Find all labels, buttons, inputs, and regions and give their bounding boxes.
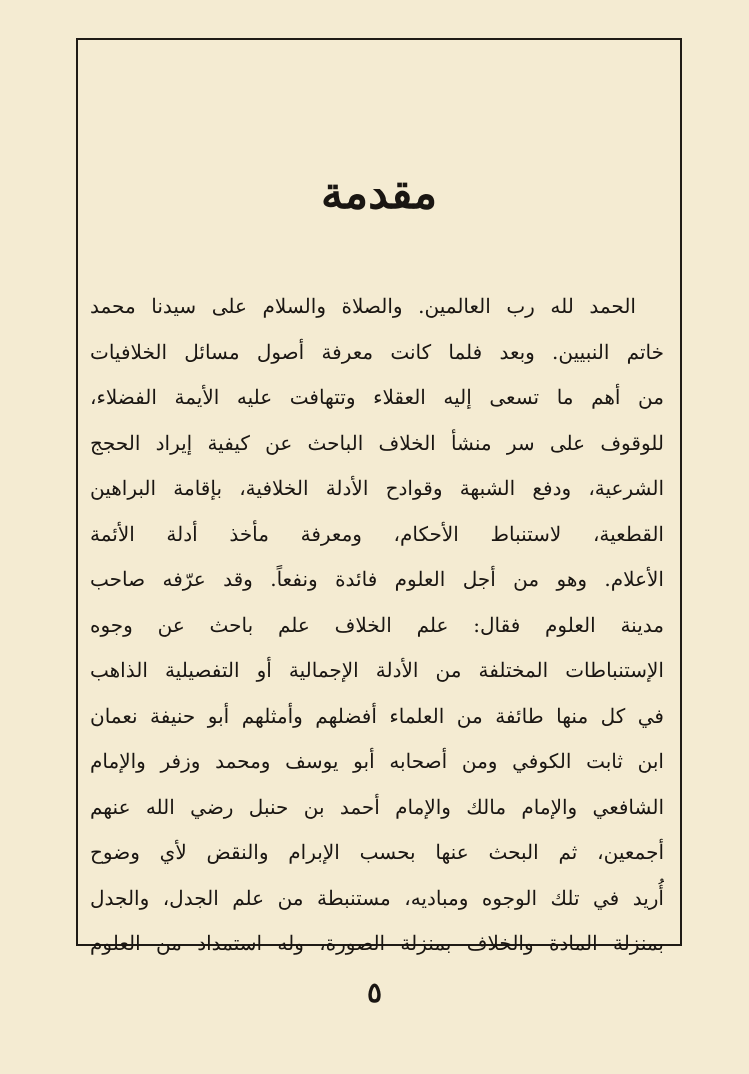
page-number: ٥ [366, 976, 383, 1009]
text-line: أجمعين، ثم البحث عنها بحسب الإبرام والنقض لأي وضوح [90, 840, 664, 864]
body-text [90, 284, 664, 967]
text-line: من أهم ما تسعى إليه العقلاء وتتهافت عليه الأيمة الفضلاء، [90, 385, 664, 409]
text-line: أُريد في تلك الوجوه ومباديه، مستنبطة من علم الجدل، والجدل [90, 885, 664, 910]
text-line: بمنزلة المادة والخلاف بمنزلة الصورة، وله استمداد من العلوم [90, 931, 664, 955]
text-line: القطعية، لاستنباط الأحكام، ومعرفة مأخذ أدلة الأئمة [90, 521, 664, 546]
text-line: الأعلام. وهو من أجل العلوم فائدة ونفعاً. وقد عرّفه صاحب [90, 567, 664, 591]
text-line: الشرعية، ودفع الشبهة وقوادح الأدلة الخلافية، بإقامة البراهين [90, 476, 664, 500]
text-line: الشافعي والإمام مالك والإمام أحمد بن حنبل رضي الله عنهم [90, 794, 664, 819]
text-line: ابن ثابت الكوفي ومن أصحابه أبو يوسف ومحمد وزفر والإمام [90, 749, 664, 773]
text-line: الحمد لله رب العالمين. والصلاة والسلام على سيدنا محمد [90, 294, 636, 318]
text-line: الإستنباطات المختلفة من الأدلة الإجمالية أو التفصيلية الذاهب [90, 658, 664, 682]
text-line: خاتم النبيين. وبعد فلما كانت معرفة أصول مسائل الخلافيات [90, 339, 664, 364]
text-line: مدينة العلوم فقال: علم الخلاف علم باحث عن وجوه [90, 612, 664, 637]
page-title: مقدمة [320, 168, 438, 219]
text-line: في كل منها طائفة من العلماء أفضلهم وأمثلهم أبو حنيفة نعمان [90, 703, 664, 728]
text-line: للوقوف على سر منشأ الخلاف الباحث عن كيفية إيراد الحجج [90, 430, 664, 455]
